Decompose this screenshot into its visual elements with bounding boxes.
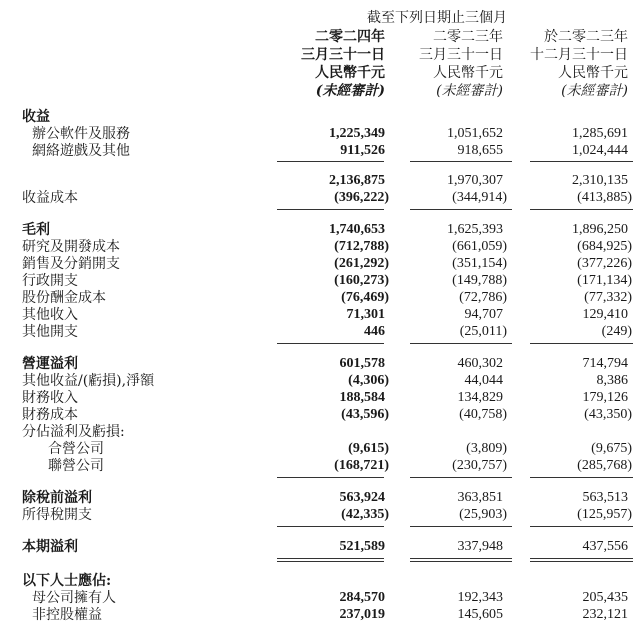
value-2024: (9,615) — [348, 441, 389, 456]
value-2024: (396,222) — [334, 190, 389, 205]
row-label: 財務收入 — [22, 390, 78, 406]
table-row — [0, 457, 640, 475]
value-2023: 94,707 — [464, 307, 503, 322]
divider — [410, 526, 512, 527]
row-label: 所得稅開支 — [22, 507, 92, 523]
value-2023-dec: (77,332) — [584, 290, 632, 305]
col2-unit: 人民幣千元 — [433, 65, 503, 81]
divider — [410, 343, 512, 344]
value-2024: (4,306) — [348, 373, 389, 388]
value-2023-dec: 232,121 — [582, 607, 628, 622]
value-2023-dec: 179,126 — [582, 390, 628, 405]
value-2023-dec: (171,134) — [577, 273, 632, 288]
divider — [277, 526, 384, 527]
row-label: 銷售及分銷開支 — [22, 256, 120, 272]
value-2023-dec: 1,285,691 — [572, 126, 628, 141]
value-2024: 284,570 — [339, 590, 385, 605]
value-2024: (160,273) — [334, 273, 389, 288]
col3-unit: 人民幣千元 — [558, 65, 628, 81]
divider — [530, 161, 633, 162]
value-2023-dec: (377,226) — [577, 256, 632, 271]
value-2023: 363,851 — [457, 490, 503, 505]
table-row — [0, 606, 640, 624]
table-row — [0, 142, 640, 160]
divider — [277, 477, 384, 478]
table-row — [0, 323, 640, 341]
value-2024: 446 — [364, 324, 385, 339]
value-2023-dec: (285,768) — [577, 458, 632, 473]
value-2023: (72,786) — [459, 290, 507, 305]
col3-year: 於二零二三年 — [544, 29, 628, 45]
row-label: 母公司擁有人 — [32, 590, 116, 606]
value-2023: 134,829 — [457, 390, 503, 405]
table-row — [0, 506, 640, 524]
table-row — [0, 306, 640, 324]
row-label: 研究及開發成本 — [22, 239, 120, 255]
row-label: 以下人士應佔: — [22, 573, 112, 589]
value-2023: 337,948 — [457, 539, 503, 554]
value-2024: (42,335) — [341, 507, 389, 522]
col2-date: 三月三十一日 — [419, 47, 503, 63]
divider — [530, 209, 633, 210]
divider — [410, 477, 512, 478]
value-2023: 460,302 — [457, 356, 503, 371]
divider — [410, 209, 512, 210]
table-row — [0, 189, 640, 207]
table-row — [0, 572, 640, 590]
row-label: 非控股權益 — [32, 607, 102, 623]
row-label: 行政開支 — [22, 273, 78, 289]
value-2023: (661,059) — [452, 239, 507, 254]
value-2023-dec: (684,925) — [577, 239, 632, 254]
divider — [530, 343, 633, 344]
table-row — [0, 125, 640, 143]
divider — [410, 561, 512, 562]
divider — [410, 161, 512, 162]
divider — [530, 558, 633, 559]
value-2023-dec: 205,435 — [582, 590, 628, 605]
divider — [277, 161, 384, 162]
table-row — [0, 372, 640, 390]
value-2024: 188,584 — [339, 390, 385, 405]
value-2023: 1,625,393 — [447, 222, 503, 237]
row-label: 其他收入 — [22, 307, 78, 323]
value-2023: 1,051,652 — [447, 126, 503, 141]
value-2024: 563,924 — [339, 490, 385, 505]
table-row — [0, 440, 640, 458]
value-2023-dec: 563,513 — [582, 490, 628, 505]
col1-audit: (未經審計) — [315, 83, 385, 99]
divider — [530, 526, 633, 527]
col1-date: 三月三十一日 — [301, 47, 385, 63]
table-row — [0, 538, 640, 556]
table-row — [0, 589, 640, 607]
value-2023: (149,788) — [452, 273, 507, 288]
row-label: 除稅前溢利 — [22, 490, 92, 506]
value-2023: (25,903) — [459, 507, 507, 522]
value-2023-dec: 1,024,444 — [572, 143, 628, 158]
divider — [530, 477, 633, 478]
value-2024: 1,740,653 — [329, 222, 385, 237]
col1-unit: 人民幣千元 — [315, 65, 385, 81]
table-row — [0, 238, 640, 256]
value-2023-dec: (9,675) — [591, 441, 632, 456]
table-row — [0, 289, 640, 307]
table-row — [0, 389, 640, 407]
value-2024: 911,526 — [340, 143, 385, 158]
value-2024: 2,136,875 — [329, 173, 385, 188]
table-row — [0, 423, 640, 441]
value-2023: (351,154) — [452, 256, 507, 271]
value-2023-dec: (43,350) — [584, 407, 632, 422]
value-2023-dec: (125,957) — [577, 507, 632, 522]
value-2024: 521,589 — [339, 539, 385, 554]
value-2023: 44,044 — [464, 373, 503, 388]
row-label: 合營公司 — [48, 441, 104, 457]
row-label: 分佔溢利及虧損: — [22, 424, 125, 440]
value-2023-dec: (413,885) — [577, 190, 632, 205]
value-2023: 918,655 — [457, 143, 503, 158]
row-label: 其他開支 — [22, 324, 78, 340]
divider — [410, 558, 512, 559]
value-2023: 192,343 — [457, 590, 503, 605]
table-row — [0, 355, 640, 373]
row-label: 本期溢利 — [22, 539, 78, 555]
divider — [277, 209, 384, 210]
value-2023: (230,757) — [452, 458, 507, 473]
value-2024: (261,292) — [334, 256, 389, 271]
value-2024: (712,788) — [334, 239, 389, 254]
row-revenue-heading — [0, 108, 640, 126]
value-2024: 601,578 — [339, 356, 385, 371]
row-label: 財務成本 — [22, 407, 78, 423]
row-label: 營運溢利 — [22, 356, 78, 372]
period-title: 截至下列日期止三個月 — [367, 10, 507, 26]
divider — [277, 558, 384, 559]
value-2023-dec: 1,896,250 — [572, 222, 628, 237]
value-2024: 71,301 — [346, 307, 385, 322]
value-2024: 237,019 — [339, 607, 385, 622]
col1-year: 二零二四年 — [315, 29, 385, 45]
value-2023: 145,605 — [457, 607, 503, 622]
value-2023: (344,914) — [452, 190, 507, 205]
value-2024: (168,721) — [334, 458, 389, 473]
row-label: 辦公軟件及服務 — [32, 126, 130, 142]
col3-audit: (未經審計) — [561, 83, 628, 99]
row-label: 其他收益/(虧損),淨額 — [22, 373, 155, 389]
value-2023-dec: 714,794 — [582, 356, 628, 371]
row-label: 網絡遊戲及其他 — [32, 143, 130, 159]
value-2023: (3,809) — [466, 441, 507, 456]
value-2023-dec: 437,556 — [582, 539, 628, 554]
col2-year: 二零二三年 — [433, 29, 503, 45]
value-2023: (40,758) — [459, 407, 507, 422]
row-label: 聯營公司 — [48, 458, 104, 474]
value-2024: (43,596) — [341, 407, 389, 422]
value-2023: (25,011) — [459, 324, 507, 339]
divider — [530, 561, 633, 562]
value-2023-dec: (249) — [601, 324, 632, 339]
table-row — [0, 406, 640, 424]
value-2023-dec: 2,310,135 — [572, 173, 628, 188]
divider — [277, 561, 384, 562]
col2-audit: (未經審計) — [436, 83, 503, 99]
value-2024: (76,469) — [341, 290, 389, 305]
divider — [277, 343, 384, 344]
table-row — [0, 221, 640, 239]
col3-date: 十二月三十一日 — [530, 47, 628, 63]
value-2023: 1,970,307 — [447, 173, 503, 188]
row-label: 收益 — [22, 109, 50, 125]
table-row — [0, 172, 640, 190]
row-label: 毛利 — [22, 222, 50, 238]
table-row — [0, 272, 640, 290]
table-row — [0, 489, 640, 507]
value-2024: 1,225,349 — [329, 126, 385, 141]
row-label: 股份酬金成本 — [22, 290, 106, 306]
row-label: 收益成本 — [22, 190, 78, 206]
value-2023-dec: 8,386 — [596, 373, 628, 388]
value-2023-dec: 129,410 — [582, 307, 628, 322]
table-row — [0, 255, 640, 273]
